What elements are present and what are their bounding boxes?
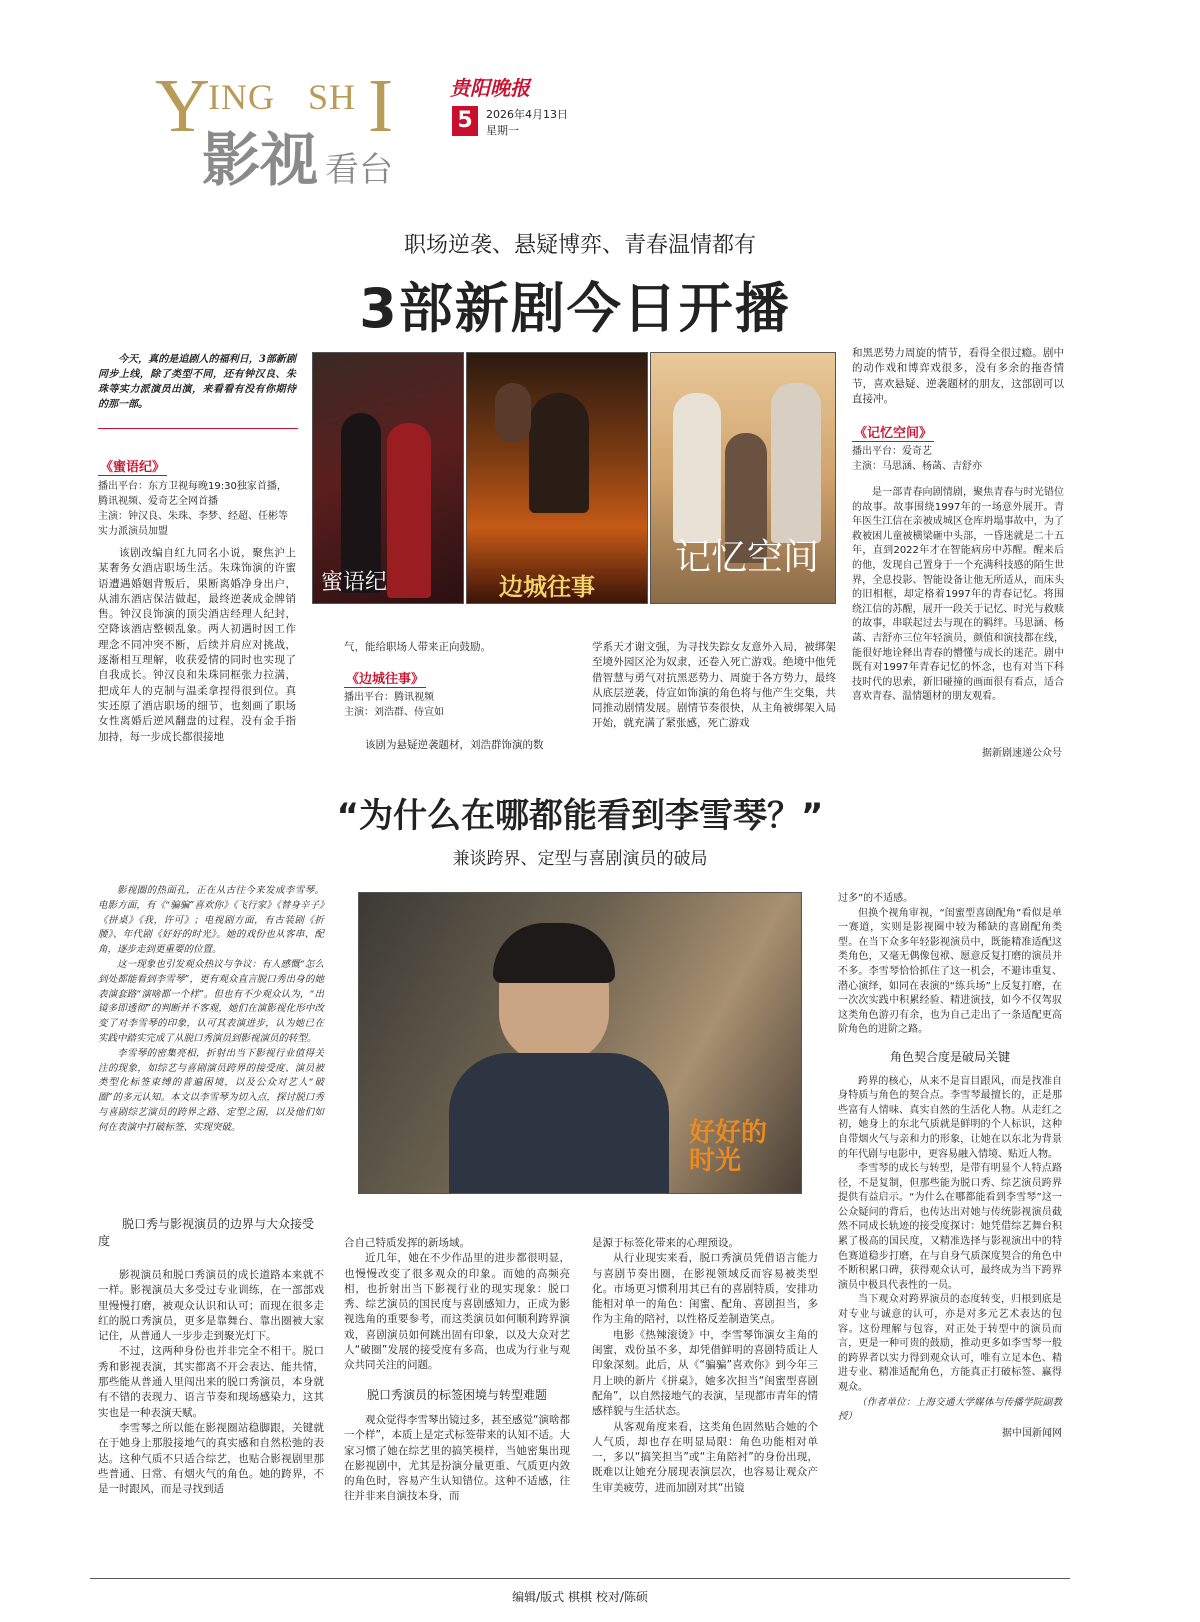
subhead-label-dilemma: 脱口秀演员的标签困境与转型难题 (366, 1387, 547, 1402)
drama2-body: 学系天才谢文强，为寻找失踪女友意外入局，被绑架至境外园区沦为奴隶，还卷入死亡游戏。绝境中他凭借智慧与勇气对抗黑恶势力、周旋于各方势力，最终从底层逆袭，侍宣如饰演的角色将与他产生交集，共同推动剧情发展。剧情节奏很快，从主角被绑架入局开始，就充满了紧张感，死亡游戏 (592, 641, 836, 730)
subhead-boundary: 脱口秀与影视演员的边界与大众接受度 (98, 1217, 315, 1248)
poster3-figure-right (771, 383, 821, 543)
drama1-platform: 播出平台：东方卫视每晚19:30独家首播，腾讯视频、爱奇艺全网首播 (98, 481, 287, 507)
col4-p1: 过多”的不适感。 (838, 893, 914, 904)
poster2-title: 边城往事 (499, 573, 595, 601)
masthead-letter-i: I (368, 64, 394, 148)
drama3-cast: 主演：马思涵、杨菡、吉舒亦 (852, 461, 982, 472)
article2-col4 (838, 892, 1062, 1441)
col3-p1: 是源于标签化带来的心理预设。 (592, 1237, 739, 1249)
page-number: 5 (452, 106, 478, 136)
col4-p5: 当下观众对跨界演员的态度转变，归根到底是对专业与诚意的认可，亦是对多元艺术表达的包容。这份理解与包容，对正处于转型中的演员而言，更是一种可贵的鼓励，推动更多如李雪琴一般的跨界者以实力得到观众认可，唯有立足本色、精进专业、精准适配角色，方能真正打破标签、赢得观众。 (838, 1294, 1062, 1393)
drama3-platform: 播出平台：爱奇艺 (852, 446, 932, 457)
col4-p2: 但换个视角审视，“闺蜜型喜剧配角”看似是单一赛道，实则是影视圈中较为稀缺的喜剧配角类型。在当下众多年轻影视演员中，既能精准适配这类角色，又毫无偶像包袱、愿意反复打磨的演员并不多。李雪琴恰恰抓住了这一机会，不避讳重复、潜心演绎，如同在表演的“练兵场”上反复打磨，在一次次实践中积累经验、精进演技，如今不仅驾驭这类角色游刃有余，也为自己走出了一条适配更高阶角色的进阶之路。 (838, 907, 1062, 1036)
article2-lead-p1: 影视圈的热面孔，正在从古往今来发成李雪琴。电影方面，有《“骗骗”喜欢你》《飞行家》《替身辛子》《拼桌》《我，许可》；电视剧方面，有古装剧《折腰》、年代剧《好好的时光》。她的戏份也从客串、配角，逐步走到更重要的位置。 (98, 885, 324, 956)
footer-rule (90, 1578, 1070, 1579)
article2-author: （作者单位：上海交通大学媒体与传播学院副教授） (838, 1396, 1062, 1423)
article1-kicker: 职场逆袭、悬疑博弈、青春温情都有 (403, 233, 756, 258)
photo-figure-hair (493, 923, 615, 983)
article2-lead (98, 884, 324, 1136)
footer-credits: 编辑/版式 棋棋 校对/陈硕 (512, 1590, 648, 1604)
poster3-title: 记忆空间 (675, 537, 820, 578)
issue-date: 2026年4月13日 (486, 108, 568, 121)
masthead-letters-sh: SH (308, 77, 357, 117)
drama1-cast: 主演：钟汉良、朱珠、李梦、经超、任彬等实力派演员加盟 (98, 511, 288, 537)
col3-p4: 从客观角度来看，这类角色固然贴合她的个人气质，却也存在明显局限：角色功能相对单一，多以“搞笑担当”或“主角陪衬”的身份出现，既难以让她充分展现表演层次，也容易让观众产生审美疲劳，进而加剧对其“出镜 (592, 1420, 818, 1494)
issue-weekday: 星期一 (486, 124, 519, 137)
poster2-figure-woman (495, 383, 531, 443)
photo-caption-title: 好好的时光 (689, 1118, 768, 1176)
article1-lead: 今天，真的是追剧人的福利日，3部新剧同步上线，除了类型不同，还有钟汉良、朱珠等实力派演员出演，来看看有没有你期待的那一部。 (98, 354, 296, 410)
masthead (150, 66, 420, 196)
article2-lead-p2: 这一现象也引发观众热议与争议：有人感慨“怎么到处都能看到李雪琴”，更有观众直言脱口秀出身的她表演套路“演啥都一个样”。但也有不少观众认为，“出镜多即透彻”的判断并不客观，她们在演影视化形中改变了对李雪琴的印象，认可其表演进步，认为她已在实践中踏实完成了从脱口秀演员到影视演员的转型。 (98, 958, 324, 1044)
drama2-body-start: 该剧为悬疑逆袭题材，刘浩群饰演的数 (365, 739, 544, 751)
col1-p1: 影视演员和脱口秀演员的成长道路本来就不一样。影视演员大多受过专业训练，在一部部戏里慢慢打磨，被观众认识和认可；而现在很多走红的脱口秀演员，更多是靠舞台、靠出圈被大家记住，从普通人一步步走到聚光灯下。 (98, 1269, 324, 1343)
lead-rule (98, 428, 298, 429)
drama1-title: 《蜜语纪》 (98, 456, 167, 476)
poster2-figure-man (529, 393, 589, 513)
drama2-platform: 播出平台：腾讯视频 (344, 692, 434, 703)
poster-drama3 (650, 352, 836, 604)
col3-p2: 从行业现实来看，脱口秀演员凭借语言能力与喜剧节奏出圈，在影视领域反而容易被类型化。市场更习惯利用其已有的喜剧特质，安排功能相对单一的角色：闺蜜、配角、喜剧担当，多作为主角的陪衬，以性格反差制造笑点。 (592, 1252, 818, 1326)
drama3-body: 是一部青春向剧情剧，聚焦青春与时光错位的故事。故事围绕1997年的一场意外展开。青年医生江信在亲被成城区仓库坍塌事故中，为了救被困儿童被横梁砸中头部，一昏迷就是二十五年，直到2022年才在智能病房中苏醒。醒来后的他，发现自己置身于一个充满科技感的陌生世界，全息投影、智能设备让他无所适从，而床头的旧相框，却定格着1997年的青春记忆。将围绕江信的苏醒，展开一段关于记忆、时光与救赎的故事，串联起过去与现在的羁绊。马思涵、杨菡、吉舒亦三位年轻演员，颜值和演技都在线，能很好地诠释出青春的懵懂与成长的迷茫。剧中既有对1997年青春记忆的怀念，也有对当下科技时代的思索，新旧碰撞的画面很有看点，适合喜欢青春、温情题材的朋友观看。 (852, 487, 1064, 703)
drama3-title: 《记忆空间》 (852, 422, 934, 442)
col2-p1: 合自己特质发挥的新场域。 (344, 1237, 470, 1249)
section-drama3 (852, 422, 1064, 705)
col1-p3: 李雪琴之所以能在影视圈站稳脚跟，关键就在于她身上那股接地气的真实感和自然松弛的表达。这种气质不只适合综艺，也贴合影视剧里那些普通、日常、有烟火气的角色。她的跨界，不是一时跟风，而是寻找到适 (98, 1421, 324, 1496)
poster1-title: 蜜语纪 (321, 570, 388, 595)
poster1-figure-woman (387, 423, 431, 598)
drama2-cast: 主演：刘浩群、侍宣如 (344, 707, 444, 718)
poster-drama1 (312, 352, 464, 604)
masthead-letter-y: Y (155, 64, 210, 148)
col4-p4: 李雪琴的成长与转型，是带有明显个人特点路径，不是复制，但那些能为脱口秀、综艺演员跨界提供有益启示。“为什么在哪都能看到李雪琴”这一公众疑问的背后，也传达出对她与传统影视演员截然不同成长轨迹的接受度探讨：她凭借综艺舞台积累了极高的国民度，又精准选择与影视演出中的特色赛道稳步打磨，在与自身气质深度契合的角色中不断积累口碑，获得观众认可，最终成为当下跨界演员中极具代表性的一员。 (838, 1163, 1062, 1291)
col2-p2: 近几年，她在不少作品里的进步都很明显，也慢慢改变了很多观众的印象。而她的高频亮相，也折射出当下影视行业的现实现象：脱口秀、综艺演员的国民度与喜剧感知力，正成为影视选角的重要参考，而这类演员如何顺利跨界演戏，喜剧演员如何跳出固有印象，以及大众对艺人“破圈”发展的接受度有多高，也成为行业与观众共同关注的问题。 (344, 1252, 570, 1372)
article2-subhead: 兼谈跨界、定型与喜剧演员的破局 (452, 849, 708, 869)
article2-col3 (592, 1236, 818, 1496)
photo-figure-body (449, 1053, 669, 1194)
drama2-title: 《边城往事》 (344, 668, 426, 688)
poster3-figure-left (673, 393, 721, 543)
drama1-body: 该剧改编自红九同名小说，聚焦沪上某奢务女酒店职场生活。朱珠饰演的许蜜语遭遇婚姻背叛后，果断离婚净身出户，从浦东酒店保洁做起，最终逆袭成金牌销售。钟汉良饰演的顶尖酒店经理人纪封，空降该酒店整顿乱象。两人初遇时因工作理念不同冲突不断，后续并肩应对挑战，逐渐相互理解，收获爱情的同时也实现了自我成长。钟汉良和朱珠同框张力拉满，把成年人的克制与温柔拿捏得很到位。真实还原了酒店职场的细节，也刻画了职场女性离婚后逆风翻盘的过程，没有金手指加持，每一步成长都很接地 (98, 547, 296, 743)
article2-col1 (98, 1216, 324, 1497)
masthead-title-small: 看台 (325, 150, 393, 190)
article1-source: 据新剧速递公众号 (982, 748, 1062, 759)
article2-headline: “为什么在哪都能看到李雪琴？” (336, 796, 824, 836)
subhead-role-fit: 角色契合度是破局关键 (889, 1049, 1010, 1064)
article2-source: 据中国新闻网 (1002, 1427, 1062, 1439)
article2-lead-p3: 李雪琴的密集亮相，折射出当下影视行业值得关注的现象，如综艺与喜剧演员跨界的接受度、演员被类型化标签束缚的普遍困境，以及公众对艺人“破圈”的多元认知。本文以李雪琴为切入点，探讨脱口秀与喜剧综艺演员的跨界之路、定型之困，以及他们如何在表演中打破标签、实现突破。 (98, 1047, 324, 1133)
paper-logo: 贵阳晚报 (450, 76, 530, 100)
col2-p3: 观众觉得李雪琴出镜过多，甚至感觉“演啥都一个样”，本质上是定式标签带来的认知不适。大家习惯了她在综艺里的搞笑模样，当她密集出现在影视剧中，尤其是扮演分量更重、气质更内敛的角色时，容易产生认知错位。这种不适感，往往并非来自演技本身，而 (344, 1413, 570, 1503)
photo-li-xueqin (358, 892, 802, 1194)
article1-headline: 3部新剧今日开播 (359, 277, 791, 340)
article2-col2 (344, 1236, 570, 1505)
drama1-body-continued: 气，能给职场人带来正向鼓励。 (344, 641, 491, 653)
col4-p3: 跨界的核心，从来不是盲目跟风，而是找准自身特质与角色的契合点。李雪琴最擅长的，正是那些富有人情味、真实自然的生活化人物。从走红之初，她身上的东北气质就是鲜明的个人标识，这种自带烟火气与亲和力的形象，让她在以东北为背景的年代剧与电影中，更容易融入情境、贴近人物。 (838, 1075, 1062, 1160)
col3-p3: 电影《热辣滚烫》中，李雪琴饰演女主角的闺蜜，戏份虽不多，却凭借鲜明的喜剧特质让人印象深刻。此后，从《“骗骗”喜欢你》到今年三月上映的新片《拼桌》，她多次担当“闺蜜型喜剧配角”，以自然接地气的表演，呈现都市青年的情感样貌与生活状态。 (592, 1328, 818, 1418)
masthead-title-big: 影视 (202, 126, 319, 194)
masthead-letters-ing: ING (208, 77, 275, 117)
section-drama1 (98, 456, 296, 745)
col1-p2: 不过，这两种身份也并非完全不相干。脱口秀和影视表演，其实都离不开会表达、能共情，那些能从普通人里闯出来的脱口秀演员，本身就有不错的表现力、语言节奏和现场感染力，这其实也是一种表演天赋。 (98, 1345, 324, 1419)
poster-drama2 (466, 352, 648, 604)
section-drama2 (344, 668, 580, 753)
drama2-body-end: 和黑恶势力周旋的情节，看得全很过瘾。剧中的动作戏和博弈戏很多，没有多余的拖沓情节，喜欢悬疑、逆袭题材的朋友，这部剧可以直接冲。 (852, 347, 1064, 405)
